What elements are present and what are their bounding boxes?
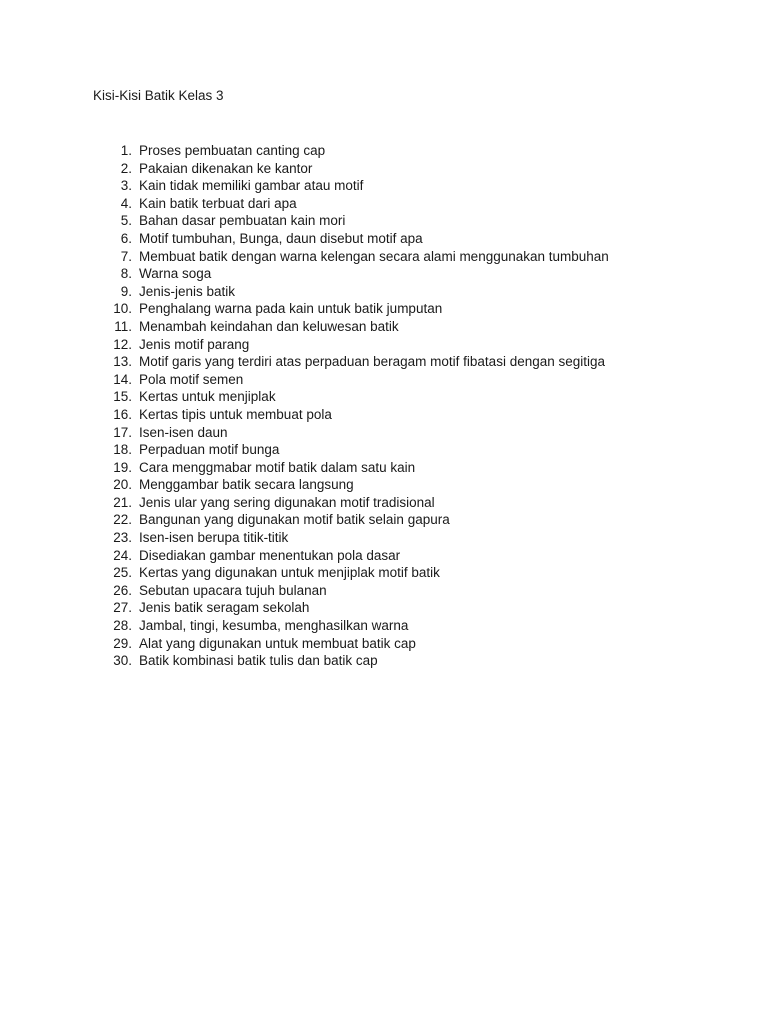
list-item-number: 7.	[120, 248, 132, 264]
list-item	[0, 599, 768, 617]
list-item-number: 20.	[113, 477, 132, 493]
list-item-text: Isen-isen daun	[139, 424, 228, 440]
list-item-number: 19.	[113, 459, 132, 475]
list-item-number: 26.	[113, 582, 132, 598]
numbered-list	[0, 142, 768, 670]
list-item-text: Kertas yang digunakan untuk menjiplak motif batik	[139, 565, 440, 581]
list-item	[0, 547, 768, 565]
list-item-number: 24.	[113, 547, 132, 563]
list-item-text: Menggambar batik secara langsung	[139, 477, 354, 493]
list-item-number: 27.	[113, 600, 132, 616]
list-item-number: 22.	[113, 512, 132, 528]
list-item-text: Alat yang digunakan untuk membuat batik cap	[139, 635, 416, 651]
list-item-text: Kain tidak memiliki gambar atau motif	[139, 178, 364, 194]
list-item	[0, 230, 768, 248]
list-item-text: Disediakan gambar menentukan pola dasar	[139, 547, 401, 563]
list-item-number: 14.	[113, 371, 132, 387]
list-item-number: 1.	[120, 143, 132, 158]
list-item-text: Menambah keindahan dan keluwesan batik	[139, 318, 399, 334]
list-item-number: 30.	[113, 653, 132, 669]
list-item-number: 12.	[113, 336, 132, 352]
list-item	[0, 529, 768, 547]
list-item-text: Kertas tipis untuk membuat pola	[139, 406, 332, 422]
list-item-text: Jenis ular yang sering digunakan motif tradisional	[139, 494, 435, 510]
list-item	[0, 388, 768, 406]
list-item-number: 23.	[113, 530, 132, 546]
list-item-number: 13.	[113, 354, 132, 370]
list-item	[0, 406, 768, 424]
list-item-text: Jambal, tingi, kesumba, menghasilkan warna	[139, 618, 409, 634]
list-item-number: 15.	[113, 389, 132, 405]
document-title: Kisi-Kisi Batik Kelas 3	[93, 88, 224, 103]
list-item	[0, 494, 768, 512]
list-item-number: 10.	[113, 301, 132, 317]
list-item	[0, 582, 768, 600]
list-item-text: Proses pembuatan canting cap	[139, 143, 326, 158]
list-item-text: Pakaian dikenakan ke kantor	[139, 160, 313, 176]
list-item-text: Cara menggmabar motif batik dalam satu kain	[139, 459, 416, 475]
list-item	[0, 476, 768, 494]
list-item-text: Warna soga	[139, 266, 212, 282]
list-item	[0, 248, 768, 266]
list-item-number: 4.	[120, 195, 132, 211]
list-item-text: Membuat batik dengan warna kelengan secara alami menggunakan tumbuhan	[139, 248, 609, 264]
list-item	[0, 564, 768, 582]
list-item	[0, 511, 768, 529]
list-item-text: Motif tumbuhan, Bunga, daun disebut motif apa	[139, 230, 423, 246]
list-item-text: Kain batik terbuat dari apa	[139, 195, 297, 211]
list-item	[0, 283, 768, 301]
list-item-number: 16.	[113, 406, 132, 422]
list-item	[0, 424, 768, 442]
list-item	[0, 336, 768, 354]
list-item-number: 8.	[120, 266, 132, 282]
list-item-text: Sebutan upacara tujuh bulanan	[139, 582, 327, 598]
list-item-text: Jenis-jenis batik	[139, 283, 236, 299]
list-item-text: Pola motif semen	[139, 371, 244, 387]
list-item-text: Bahan dasar pembuatan kain mori	[139, 213, 346, 229]
list-item	[0, 265, 768, 283]
list-item-number: 21.	[113, 494, 132, 510]
list-item	[0, 177, 768, 195]
list-item-number: 5.	[120, 213, 132, 229]
list-item	[0, 652, 768, 670]
list-item	[0, 300, 768, 318]
list-item-text: Penghalang warna pada kain untuk batik jumputan	[139, 301, 443, 317]
list-item-number: 9.	[120, 283, 132, 299]
list-item-number: 29.	[113, 635, 132, 651]
list-item	[0, 212, 768, 230]
list-item-number: 28.	[113, 618, 132, 634]
list-item	[0, 371, 768, 389]
list-item	[0, 142, 768, 160]
list-item	[0, 459, 768, 477]
list-item-text: Jenis batik seragam sekolah	[139, 600, 310, 616]
list-item-text: Jenis motif parang	[139, 336, 250, 352]
list-item-text: Kertas untuk menjiplak	[139, 389, 276, 405]
list-item-text: Perpaduan motif bunga	[139, 442, 280, 458]
list-item	[0, 353, 768, 371]
list-item-text: Batik kombinasi batik tulis dan batik cap	[139, 653, 378, 669]
list-item-text: Bangunan yang digunakan motif batik selain gapura	[139, 512, 450, 528]
list-item-number: 2.	[120, 160, 132, 176]
list-item-text: Isen-isen berupa titik-titik	[139, 530, 289, 546]
list-item-number: 11.	[114, 318, 132, 334]
list-item-text: Motif garis yang terdiri atas perpaduan beragam motif fibatasi dengan segitiga	[139, 354, 606, 370]
list-item-number: 25.	[113, 565, 132, 581]
list-item	[0, 318, 768, 336]
list-item	[0, 441, 768, 459]
list-item	[0, 635, 768, 653]
list-item-number: 17.	[113, 424, 132, 440]
list-item-number: 3.	[120, 178, 132, 194]
list-item-number: 6.	[120, 230, 132, 246]
list-item	[0, 617, 768, 635]
list-item	[0, 195, 768, 213]
list-item	[0, 160, 768, 178]
list-item-number: 18.	[113, 442, 132, 458]
